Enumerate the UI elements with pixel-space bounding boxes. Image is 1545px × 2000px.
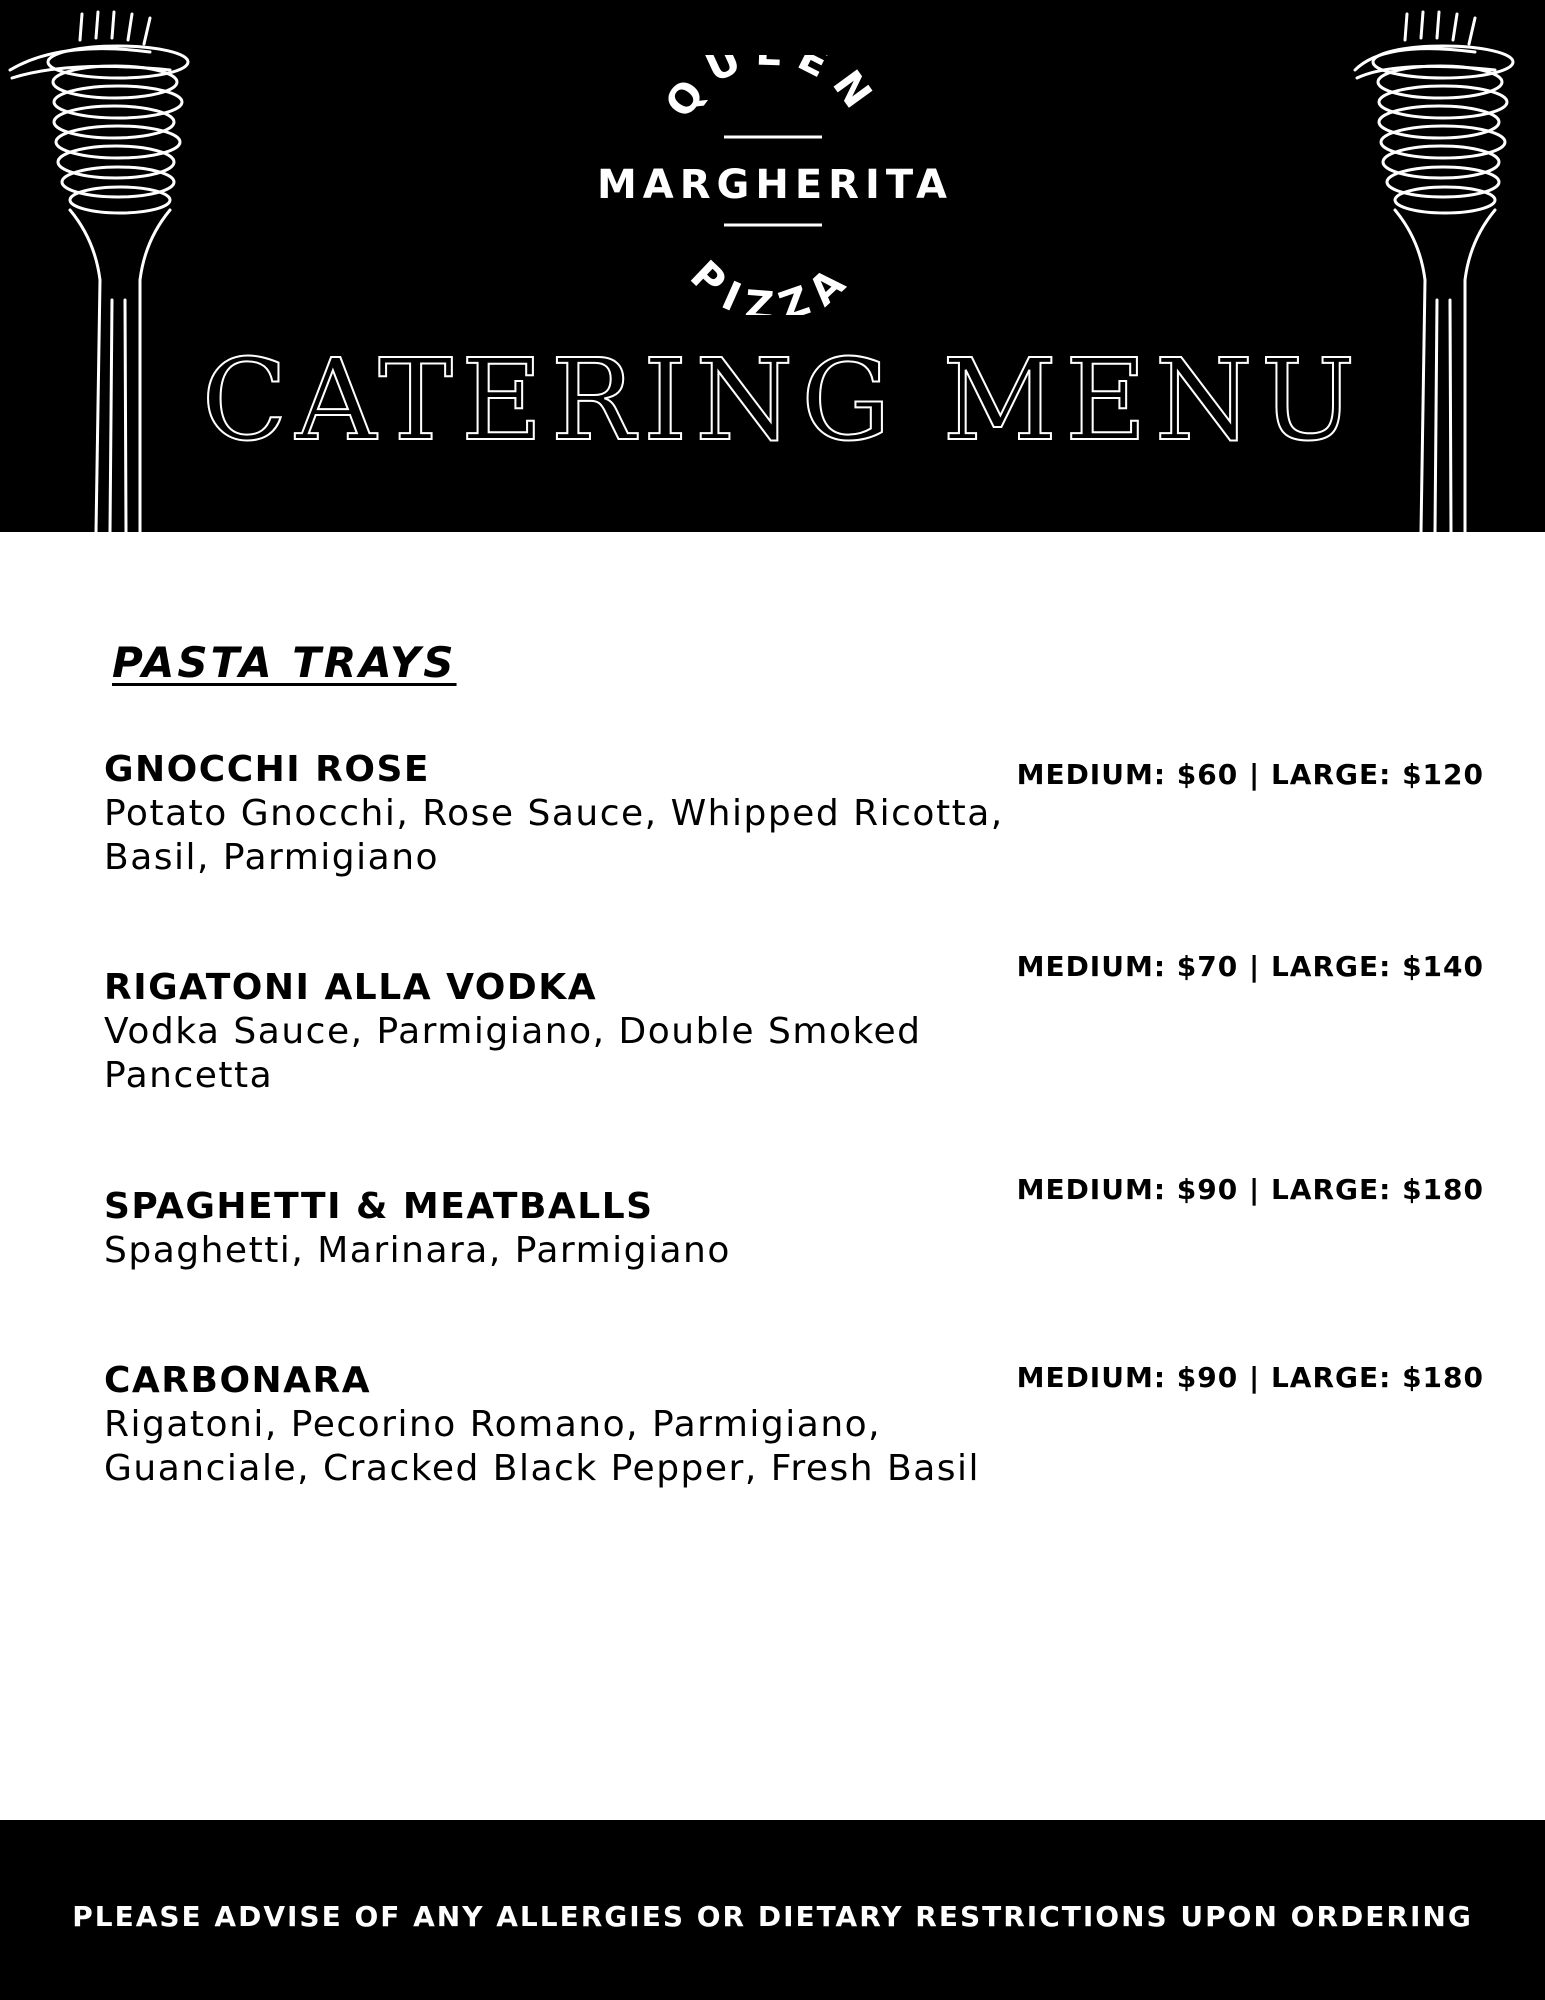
svg-text:QUEEN — [657, 55, 887, 126]
brand-logo — [572, 55, 972, 315]
menu-item-description: Spaghetti, Marinara, Parmigiano — [104, 1230, 731, 1271]
menu-item — [104, 748, 1484, 880]
menu-item-description: Rigatoni, Pecorino Romano, Parmigiano, Guanciale, Cracked Black Pepper, Fresh Basil — [104, 1404, 981, 1489]
menu-item-name: GNOCCHI ROSE — [104, 749, 431, 790]
menu-item-description: Potato Gnocchi, Rose Sauce, Whipped Ricotta, Basil, Parmigiano — [104, 793, 1004, 878]
allergy-notice: PLEASE ADVISE OF ANY ALLERGIES OR DIETARY RESTRICTIONS UPON ORDERING — [72, 1900, 1473, 1933]
logo-text-middle: MARGHERITA — [596, 162, 954, 208]
svg-text:PIZZA — [681, 252, 863, 315]
page-title: CATERING MENU — [201, 336, 1364, 466]
menu-item — [104, 1359, 1484, 1491]
menu-item-description: Vodka Sauce, Parmigiano, Double Smoked Pancetta — [104, 1011, 922, 1096]
menu-item — [104, 950, 1484, 1098]
footer-banner — [0, 1820, 1545, 2000]
header-banner — [0, 0, 1545, 532]
section-heading: PASTA TRAYS — [112, 638, 457, 687]
logo-text-bottom: PIZZA — [681, 252, 863, 315]
menu-item-price: MEDIUM: $90 | LARGE: $180 — [1016, 1173, 1484, 1206]
logo-text-top: QU EN — [656, 55, 888, 127]
menu-item-name: RIGATONI ALLA VODKA — [104, 967, 598, 1008]
menu-item-price: MEDIUM: $90 | LARGE: $180 — [1016, 1361, 1484, 1394]
menu-item-price: MEDIUM: $70 | LARGE: $140 — [1016, 950, 1484, 983]
menu-item-price: MEDIUM: $60 | LARGE: $120 — [1016, 758, 1484, 791]
menu-item — [104, 1173, 1484, 1273]
menu-item-name: CARBONARA — [104, 1360, 372, 1401]
menu-item-name: SPAGHETTI & MEATBALLS — [104, 1186, 654, 1227]
